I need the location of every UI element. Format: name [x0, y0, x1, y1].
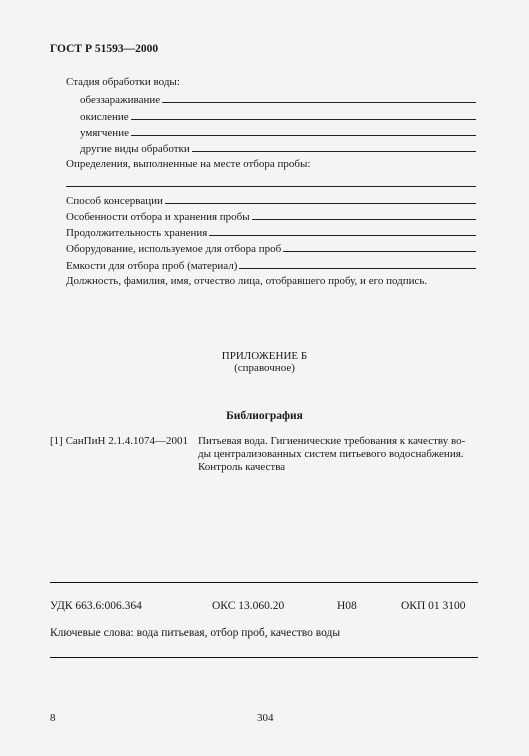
fill-line — [239, 259, 476, 269]
field-preservation — [66, 194, 476, 207]
field-label: Продолжительность хранения — [66, 227, 208, 239]
field-label: Емкости для отбора проб (материал) — [66, 260, 238, 272]
field-containers — [66, 259, 476, 272]
fill-line — [162, 93, 476, 103]
stage-field-oxidation — [80, 110, 476, 123]
blank-line — [66, 186, 476, 187]
stage-label: другие виды обработки — [80, 143, 190, 155]
bib-ref: [1] СанПиН 2.1.4.1074—2001 — [50, 435, 188, 447]
appendix-title: ПРИЛОЖЕНИЕ Б — [221, 350, 308, 362]
stage-label: умягчение — [80, 127, 129, 139]
stage-label: обеззараживание — [80, 94, 161, 106]
udk-code: УДК 663.6:006.364 — [50, 600, 142, 612]
fill-line — [209, 226, 476, 236]
stage-title: Стадия обработки воды: — [66, 76, 180, 88]
top-rule — [50, 582, 478, 583]
determinations-label: Определения, выполненные на месте отбора пробы: — [66, 158, 311, 170]
bib-text-line: Контроль качества — [198, 461, 286, 473]
stage-field-other — [80, 142, 476, 155]
keywords: Ключевые слова: вода питьевая, отбор проб, качество воды — [50, 627, 341, 639]
bib-text-line: ды централизованных систем питьевого водоснабжения. — [198, 448, 464, 460]
bibliography-heading: Библиография — [226, 410, 303, 422]
fill-line — [131, 126, 476, 136]
oks-code: ОКС 13.060.20 — [212, 600, 285, 612]
field-label: Особенности отбора и хранения пробы — [66, 211, 250, 223]
classification-code: Н08 — [337, 600, 357, 612]
okp-code: ОКП 01 3100 — [401, 600, 466, 612]
fill-line — [192, 142, 476, 152]
bottom-rule — [50, 657, 478, 658]
bib-text-line: Питьевая вода. Гигиенические требования к качеству во- — [198, 435, 466, 447]
page-number-left: 8 — [50, 712, 56, 724]
fill-line — [131, 110, 476, 120]
stage-field-disinfection — [80, 93, 476, 106]
standard-id: ГОСТ Р 51593—2000 — [50, 43, 159, 55]
field-storage-duration — [66, 226, 476, 239]
field-equipment — [66, 242, 476, 255]
fill-line — [283, 242, 476, 252]
fill-line — [165, 194, 476, 204]
field-label: Оборудование, используемое для отбора проб — [66, 243, 282, 255]
field-label: Способ консервации — [66, 195, 163, 207]
appendix-subtitle: (справочное) — [234, 362, 295, 374]
field-sampling-storage — [66, 210, 476, 223]
signature-label: Должность, фамилия, имя, отчество лица, отобравшего пробу, и его подпись. — [66, 275, 428, 287]
fill-line — [252, 210, 476, 220]
page-number-center: 304 — [257, 712, 274, 724]
stage-field-softening — [80, 126, 476, 139]
stage-label: окисление — [80, 111, 129, 123]
